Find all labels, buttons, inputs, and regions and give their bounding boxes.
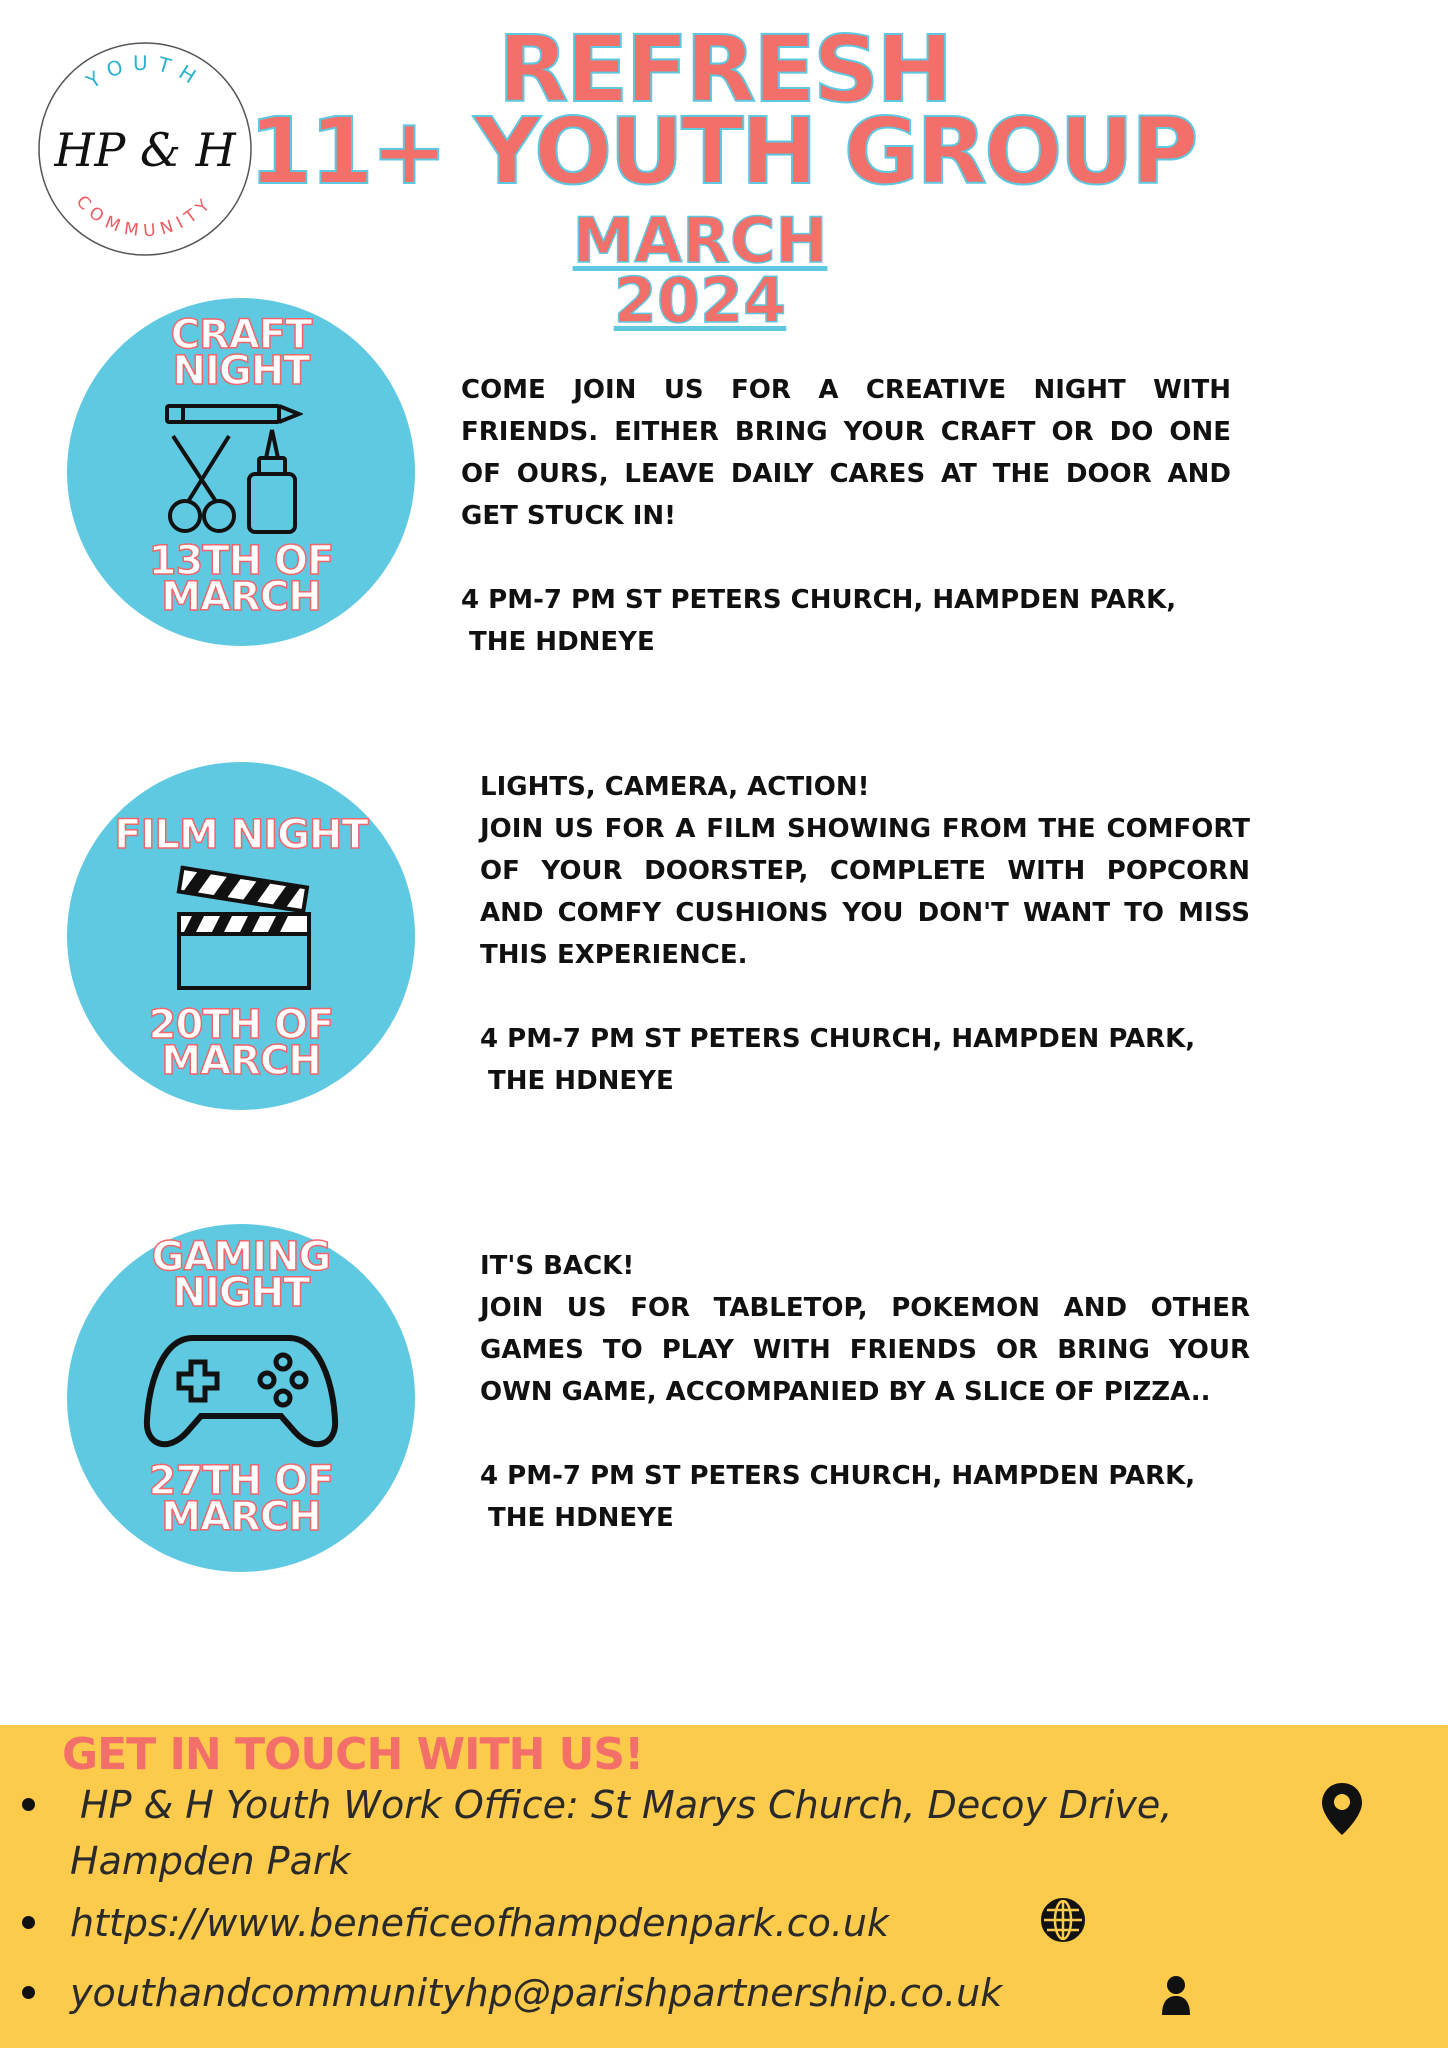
gaming-night-intro: IT'S BACK! xyxy=(480,1251,635,1281)
gaming-night-text xyxy=(480,1245,1250,1539)
craft-night-description: COME JOIN US FOR A CREATIVE NIGHT WITH FRIENDS. EITHER BRING YOUR CRAFT OR DO ONE OF OURS, LEAVE DAILY CARES AT THE DOOR AND GET STUCK IN! xyxy=(461,375,1231,531)
website-link[interactable]: https://www.beneficeofhampdenpark.co.uk xyxy=(70,1901,890,1945)
film-night-title: FILM NIGHT xyxy=(114,812,368,858)
bullet xyxy=(22,1986,35,1999)
craft-night-title-1: CRAFT xyxy=(170,312,312,358)
film-night-circle xyxy=(67,762,415,1110)
globe-icon xyxy=(1040,1897,1086,1943)
bullet xyxy=(22,1798,35,1811)
film-night-time-place: 4 PM-7 PM ST PETERS CHURCH, HAMPDEN PARK, xyxy=(480,1024,1196,1054)
office-address-line2: Hampden Park xyxy=(70,1839,351,1883)
craft-night-venue: THE HDNEYE xyxy=(469,627,655,657)
gaming-night-date-2: MARCH xyxy=(161,1494,321,1540)
clapperboard-icon xyxy=(173,862,313,992)
gaming-night-description: JOIN US FOR TABLETOP, POKEMON AND OTHER GAMES TO PLAY WITH FRIENDS OR BRING YOUR OWN GAME, ACCOMPANIED BY A SLICE OF PIZZA.. xyxy=(480,1293,1250,1407)
film-night-date-2: MARCH xyxy=(161,1038,321,1084)
craft-supplies-icon xyxy=(163,402,303,536)
craft-night-date-1: 13TH OF xyxy=(148,538,334,584)
bullet xyxy=(22,1916,35,1929)
person-icon xyxy=(1160,1975,1192,2015)
gaming-night-venue: THE HDNEYE xyxy=(488,1503,674,1533)
film-night-intro: LIGHTS, CAMERA, ACTION! xyxy=(480,772,870,802)
gaming-night-time-place: 4 PM-7 PM ST PETERS CHURCH, HAMPDEN PARK, xyxy=(480,1461,1196,1491)
month-label: MARCH xyxy=(572,204,828,277)
title-youth-group: 11+ YOUTH GROUP xyxy=(248,98,1196,205)
location-pin-icon xyxy=(1320,1781,1364,1837)
email-link[interactable]: youthandcommunityhp@parishpartnership.co.uk xyxy=(70,1971,1003,2015)
title-refresh: REFRESH xyxy=(497,16,951,123)
craft-night-time-place: 4 PM-7 PM ST PETERS CHURCH, HAMPDEN PARK, xyxy=(461,585,1177,615)
craft-night-date-2: MARCH xyxy=(161,574,321,620)
logo-center-text: HP & H xyxy=(54,123,236,177)
gaming-night-circle xyxy=(67,1224,415,1572)
gaming-night-title-1: GAMING xyxy=(151,1234,331,1280)
logo-top-text: YOUTH xyxy=(81,50,208,94)
film-night-date-1: 20TH OF xyxy=(148,1002,334,1048)
craft-night-title-2: NIGHT xyxy=(172,348,310,394)
craft-night-text xyxy=(461,369,1231,663)
craft-night-circle xyxy=(67,298,415,646)
film-night-text xyxy=(480,766,1250,1102)
game-controller-icon xyxy=(143,1332,339,1452)
contact-title: GET IN TOUCH WITH US! xyxy=(62,1729,644,1780)
gaming-night-title-2: NIGHT xyxy=(172,1270,310,1316)
gaming-night-date-1: 27TH OF xyxy=(148,1458,334,1504)
contact-section xyxy=(0,1725,1448,2048)
logo-bottom-text: COMMUNITY xyxy=(71,191,219,242)
film-night-description: JOIN US FOR A FILM SHOWING FROM THE COMFORT OF YOUR DOORSTEP, COMPLETE WITH POPCORN AND COMFY CUSHIONS YOU DON'T WANT TO MISS THIS EXPERIENCE. xyxy=(480,814,1250,970)
year-label: 2024 xyxy=(613,264,787,337)
office-address-line1: HP & H Youth Work Office: St Marys Church, Decoy Drive, xyxy=(80,1783,1173,1827)
film-night-venue: THE HDNEYE xyxy=(488,1066,674,1096)
